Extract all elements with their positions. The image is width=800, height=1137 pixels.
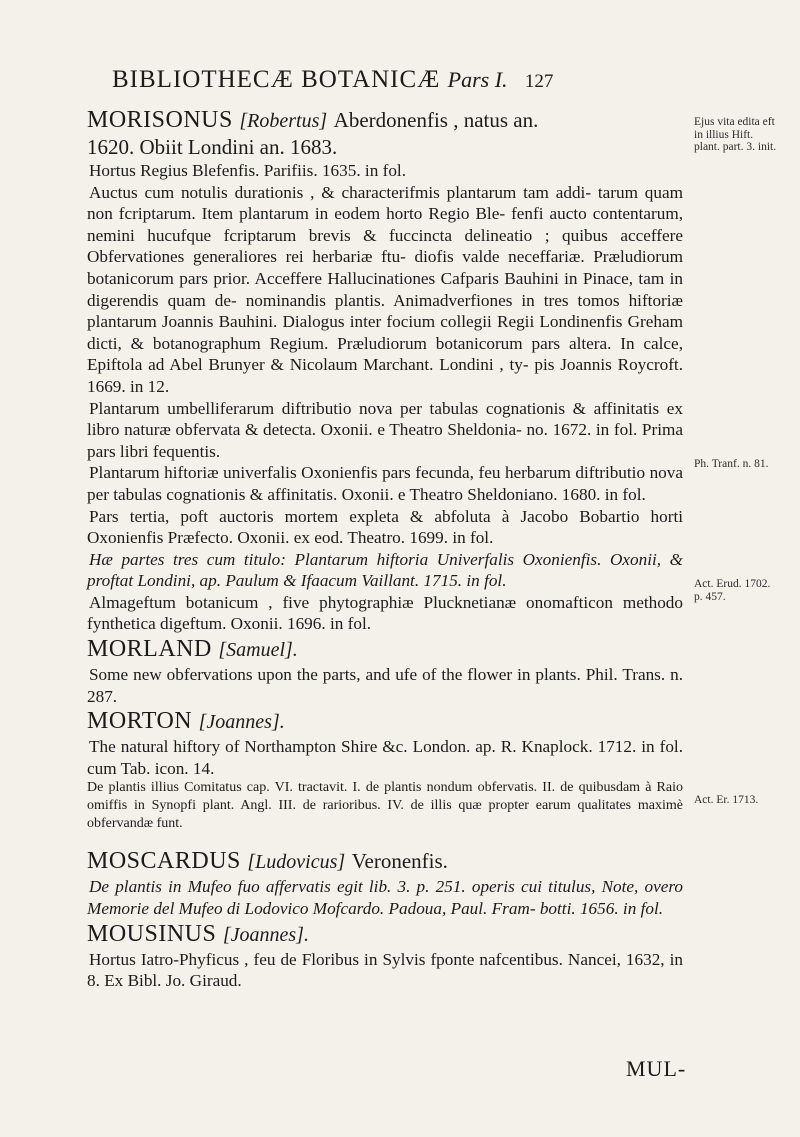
entry-text: Pars tertia, poft auctoris mortem expleta & abfoluta à Jacobo Bobartio horti Oxonienfis Præfecto. Oxonii. ex eod. Theatro. 1699. in fol. <box>87 506 683 548</box>
author-forename: [Samuel]. <box>218 639 298 662</box>
entry-text: Almageftum botanicum , five phytographiæ Plucknetianæ onomafticon methodo fynthetica digeftum. Oxonii. 1696. in fol. <box>87 592 683 634</box>
author-origin: Aberdonenfis , natus an. <box>333 108 539 132</box>
running-head <box>112 66 553 94</box>
entry-text: Auctus cum notulis durationis , & characterifmis plantarum tam addi- tarum quam non fcriptarum. Item plantarum in eodem horto Regio Ble- fenfi aucto contentarum, nemini hucufque fcriptarum brevis & fuccincta delineatio ; quibus acceffere Obfervationes generaliores rei herbariæ ftu- diofis valde neceffariæ. Præludiorum botanicorum pars prior. Acceffere Hallucinationes Cafparis Bauhini in Pinace, tam in digerendis quam de- nominandis plantis. Animadverfiones in tres tomos hiftoriæ plantarum Joannis Bauhini. Dialogus inter focium collegii Regii Londinenfis Greham dicti, & botanographum Regium. Præludiorum botanicorum pars altera. In calce, Epiftola ad Abel Brunyer & Nicolaum Marchant. Londini , ty- pis Joannis Roycroft. 1669. in 12. <box>87 182 683 396</box>
entry-text: Hortus Iatro-Phyficus , feu de Floribus in Sylvis fponte nafcentibus. Nancei, 1632, in 8. Ex Bibl. Jo. Giraud. <box>87 949 683 991</box>
entry-text: Hortus Regius Blefenfis. Parifiis. 1635. in fol. <box>89 161 406 180</box>
margin-note: Act. Erud. 1702. p. 457. <box>694 578 771 603</box>
catchword: MUL- <box>626 1056 687 1081</box>
entry-heading <box>87 920 683 949</box>
entry-text: 1620. Obiit Londini an. 1683. <box>87 135 338 159</box>
entry-heading <box>87 707 683 736</box>
entry-text: De plantis in Mufeo fuo affervatis egit lib. 3. p. 251. operis cui titulus, Note, overo Memorie del Mufeo di Lodovico Mofcardo. Padoua, Paul. Fram- botti. 1656. in fol. <box>87 877 683 919</box>
page-number: 127 <box>524 71 554 92</box>
entry-heading <box>87 635 683 664</box>
author-origin: Veronenfis. <box>351 849 448 874</box>
entry-heading <box>87 106 683 135</box>
margin-note: Ph. Tranf. n. 81. <box>694 458 769 470</box>
entry-heading <box>87 847 683 876</box>
author-surname: MOUSINUS <box>87 920 217 947</box>
author-forename: [Joannes]. <box>222 923 309 946</box>
author-surname: MORTON <box>87 708 193 735</box>
author-forename: [Joannes]. <box>198 711 285 734</box>
margin-note: Act. Er. 1713. <box>694 794 759 806</box>
author-forename: [Robertus] <box>239 110 328 132</box>
author-surname: MOSCARDUS <box>87 848 241 875</box>
entry-note: De plantis illius Comitatus cap. VI. tractavit. I. de plantis nondum obfervatis. II. de quibusdam à Raio omiffis in Synopfi plant. Angl. III. de rarioribus. IV. de illis quæ propter earum qualitates maximè obfervandæ funt. <box>87 780 683 832</box>
entry-text: Hæ partes tres cum titulo: Plantarum hiftoria Univerfalis Oxonienfis. Oxonii, & proftat Londini, ap. Paulum & Ifaacum Vaillant. 1715. in fol. <box>87 549 683 591</box>
running-head-part: Pars I. <box>447 67 508 92</box>
entry-text: The natural hiftory of Northampton Shire &c. London. ap. R. Knaplock. 1712. in fol. cum Tab. icon. 14. <box>87 737 683 778</box>
entry-text: Plantarum hiftoriæ univerfalis Oxonienfis pars fecunda, feu herbarum diftributio nova per tabulas cognationis & affinitatis. Oxonii. e Theatro Sheldoniano. 1680. in fol. <box>87 463 683 504</box>
page-body <box>87 106 683 992</box>
entry-text: Some new obfervations upon the parts, and ufe of the flower in plants. Phil. Trans. n. 287. <box>87 665 683 706</box>
entry-text: Plantarum umbelliferarum diftributio nova per tabulas cognationis & affinitatis ex libro naturæ obfervata & detecta. Oxonii. e Theatro Sheldonia- no. 1672. in fol. Prima pars libri fequentis. <box>87 398 683 461</box>
author-surname: MORLAND <box>87 636 212 663</box>
author-forename: [Ludovicus] <box>247 851 346 874</box>
running-head-title: BIBLIOTHECÆ BOTANICÆ <box>112 66 441 93</box>
author-surname: MORISONUS <box>87 107 233 133</box>
margin-note: Ejus vita edita eft in illius Hift. plant. part. 3. init. <box>694 116 777 153</box>
